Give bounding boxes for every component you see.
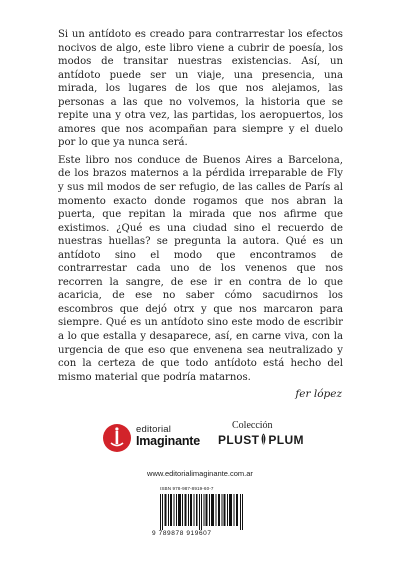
- collection-label: Colección: [232, 420, 273, 431]
- collection-name-part-1: PLUST: [218, 433, 260, 447]
- publisher-logo: [103, 420, 213, 458]
- author-signature: fer lópez: [295, 388, 342, 400]
- blurb-paragraph-2: Este libro nos conduce de Buenos Aires a Barcelona, de los brazos maternos a la pérdida irreparable de Fly y sus mil modos de ser refugio, de las calles de París al momento exacto donde rogamos que nos abran la puerta, que repitan la mirada que nos afirme que existimos. ¿Qué es una ciudad sino el recuerdo de nuestras huellas? se pregunta la autora. Qué es un antídoto sino el modo que encontramos de contrarrestar cada uno de los venenos que nos recorren la sangre, de ese ir en contra de lo que acaricia, de ese no saber cómo sacudirnos los escombros que dejó otrx y que nos marcaron para siempre. Qué es un antídoto sino este modo de escribir a lo que estalla y desaparece, así, en carne viva, con la urgencia de que eso que envenena sea neutralizado y con la certeza de que todo antídoto está hecho del mismo material que podría matarnos.: [58, 154, 343, 383]
- isbn-barcode-block: [152, 486, 248, 542]
- collection-logo: [218, 420, 308, 460]
- publisher-website: www.editorialimaginante.com.ar: [147, 469, 253, 478]
- back-cover-blurb: [58, 28, 343, 384]
- barcode-icon: [160, 494, 244, 530]
- barcode-digits: 9 789878 919607: [152, 530, 212, 537]
- feather-icon: [260, 433, 267, 446]
- publisher-name-line-1: editorial: [136, 424, 172, 435]
- publisher-name-line-2: Imaginante: [136, 434, 200, 448]
- isbn-label: ISBN 978-987-8919-60-7: [160, 486, 214, 491]
- publisher-emblem-icon: [103, 424, 131, 452]
- collection-name-part-2: PLUM: [268, 433, 304, 447]
- collection-name: [218, 433, 304, 447]
- blurb-paragraph-1: Si un antídoto es creado para contrarrestar los efectos nocivos de algo, este libro viene a cubrir de poesía, los modos de transitar nuestras existencias. Así, un antídoto puede ser un viaje, una presencia, una mirada, los lugares de los que nos alejamos, las personas a las que no volvemos, la historia que se repite una y otra vez, las partidas, los aeropuertos, los amores que nos acompañan para siempre y el duelo por lo que ya nunca será.: [58, 29, 343, 149]
